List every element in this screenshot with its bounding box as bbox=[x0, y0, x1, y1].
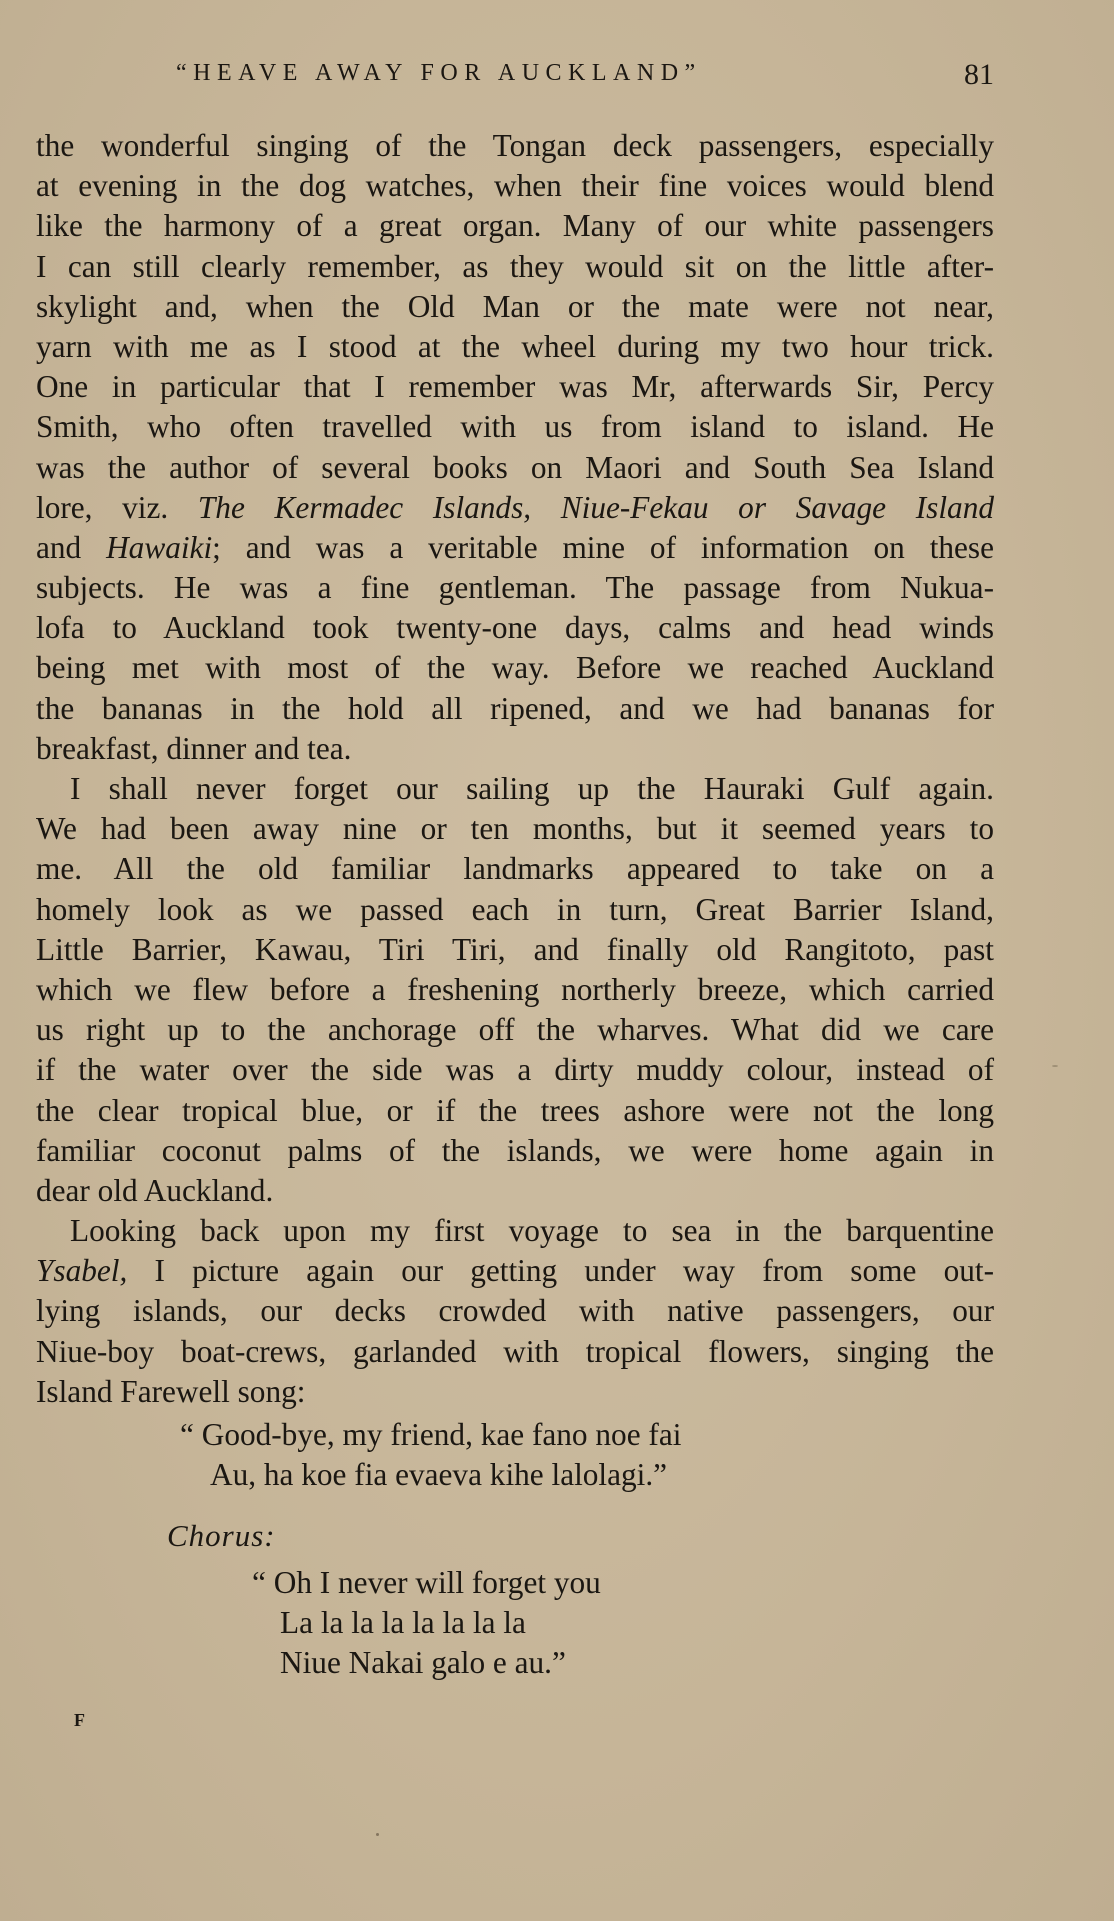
text-line: Smith, who often travelled with us from island to island. He bbox=[36, 409, 994, 445]
text-line: me. All the old familiar landmarks appeared to take on a bbox=[36, 851, 994, 887]
text-line: Little Barrier, Kawau, Tiri Tiri, and finally old Rangitoto, past bbox=[36, 931, 994, 967]
text-line: was the author of several books on Maori and South Sea Island bbox=[36, 449, 994, 485]
chorus-label: Chorus: bbox=[167, 1518, 276, 1553]
verse-line: Au, ha koe fia evaeva kihe lalolagi.” bbox=[210, 1457, 668, 1493]
text-line bbox=[36, 528, 994, 568]
text-line: which we flew before a freshening northerly breeze, which carried bbox=[36, 971, 994, 1007]
text-line: Island Farewell song: bbox=[36, 1373, 306, 1409]
text-line: being met with most of the way. Before we reached Auckland bbox=[36, 650, 994, 686]
text-line: lying islands, our decks crowded with native passengers, our bbox=[36, 1293, 994, 1329]
song-chorus bbox=[252, 1563, 601, 1684]
verse-line: La la la la la la la la bbox=[280, 1605, 526, 1641]
text-segment: I picture again our getting under way from some out- bbox=[127, 1253, 994, 1289]
text-line: familiar coconut palms of the islands, we were home again in bbox=[36, 1132, 994, 1168]
paper-speck bbox=[376, 1833, 379, 1836]
book-titles: The Kermadec Islands, Niue-Fekau or Savage Island bbox=[197, 489, 994, 525]
text-line: the bananas in the hold all ripened, and we had bananas for bbox=[36, 690, 994, 726]
text-line: lofa to Auckland took twenty-one days, calms and head winds bbox=[36, 610, 994, 646]
text-line: homely look as we passed each in turn, Great Barrier Island, bbox=[36, 891, 994, 927]
text-line bbox=[36, 1251, 994, 1291]
text-segment: ; and was a veritable mine of information on these bbox=[212, 529, 994, 565]
text-line: skylight and, when the Old Man or the mate were not near, bbox=[36, 288, 994, 324]
text-line bbox=[36, 488, 994, 528]
text-line: yarn with me as I stood at the wheel during my two hour trick. bbox=[36, 328, 994, 364]
text-line: the wonderful singing of the Tongan deck passengers, especially bbox=[36, 128, 994, 163]
text-segment: and bbox=[36, 529, 107, 565]
page-number: 81 bbox=[964, 58, 994, 91]
text-line: like the harmony of a great organ. Many of our white passengers bbox=[36, 208, 994, 244]
text-segment: lore, viz. bbox=[36, 489, 198, 525]
verse-line: “ Oh I never will forget you bbox=[252, 1565, 601, 1600]
text-line: I can still clearly remember, as they would sit on the little after- bbox=[36, 248, 994, 284]
text-line: the clear tropical blue, or if the trees ashore were not the long bbox=[36, 1092, 994, 1128]
page-header bbox=[36, 56, 994, 104]
verse-line: Niue Nakai galo e au.” bbox=[280, 1645, 566, 1681]
text-line: One in particular that I remember was Mr, afterwards Sir, Percy bbox=[36, 369, 994, 405]
text-line: I shall never forget our sailing up the Hauraki Gulf again. bbox=[70, 771, 994, 806]
book-title: Hawaiki bbox=[106, 529, 213, 565]
text-line: Looking back upon my first voyage to sea in the barquentine bbox=[70, 1213, 994, 1249]
text-line: breakfast, dinner and tea. bbox=[36, 730, 352, 766]
text-line: Niue-boy boat-crews, garlanded with tropical flowers, singing the bbox=[36, 1333, 994, 1369]
text-line: if the water over the side was a dirty muddy colour, instead of bbox=[36, 1052, 994, 1088]
text-line: dear old Auckland. bbox=[36, 1172, 274, 1208]
running-title: “HEAVE AWAY FOR AUCKLAND” bbox=[176, 60, 702, 86]
body-text bbox=[36, 126, 994, 1412]
paper-speck bbox=[1052, 1065, 1058, 1067]
text-line: subjects. He was a fine gentleman. The passage from Nukua- bbox=[36, 570, 994, 606]
text-line: us right up to the anchorage off the wharves. What did we care bbox=[36, 1012, 994, 1048]
verse-line: “ Good-bye, my friend, kae fano noe fai bbox=[180, 1417, 682, 1452]
ship-name: Ysabel, bbox=[36, 1253, 128, 1289]
text-line: We had been away nine or ten months, but it seemed years to bbox=[36, 811, 994, 847]
signature-mark: F bbox=[74, 1710, 85, 1730]
text-line: at evening in the dog watches, when their fine voices would blend bbox=[36, 168, 994, 204]
song-verse bbox=[180, 1415, 681, 1495]
